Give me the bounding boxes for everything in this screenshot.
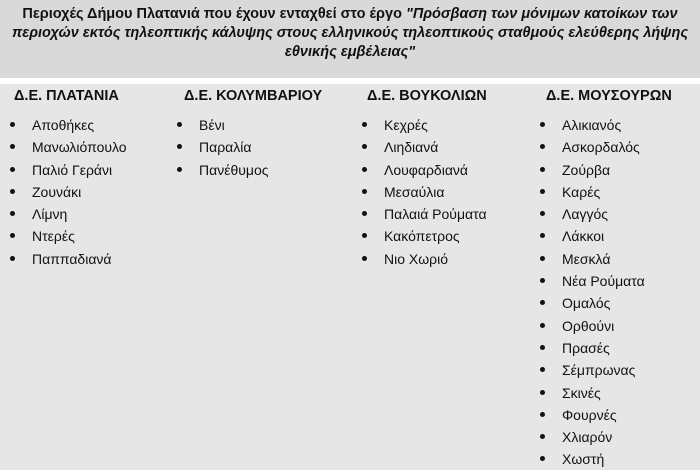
list-item: Λιηδιανά: [361, 138, 487, 160]
list-item: Ασκορδαλός: [539, 138, 645, 160]
column-title-platania: Δ.Ε. ΠΛΑΤΑΝΙΑ: [14, 88, 119, 104]
list-item: Λαγγός: [539, 205, 645, 227]
list-kolymvariou: [176, 116, 269, 183]
header-project-name: "Πρόσβαση των μόνιμων κατοίκων των περιοχών εκτός τηλεοπτικής κάλυψης στους ελληνικούς τηλεοπτικούς σταθμούς ελεύθερης λήψης εθνικής εμβέλειας": [11, 6, 689, 60]
list-item: Λουφαρδιανά: [361, 161, 487, 183]
list-item: Πανέθυμος: [176, 161, 269, 183]
list-item: Νιο Χωριό: [361, 250, 487, 272]
list-item: Φουρνές: [539, 406, 645, 428]
list-item: Αλικιανός: [539, 116, 645, 138]
list-item: Σκινές: [539, 384, 645, 406]
list-item: Παραλία: [176, 138, 269, 160]
list-item: Χωστή: [539, 450, 645, 472]
list-item: Ορθούνι: [539, 317, 645, 339]
list-platania: [9, 116, 127, 272]
list-item: Λάκκοι: [539, 227, 645, 249]
list-mousouron: [539, 116, 645, 473]
list-item: Παλαιά Ρούματα: [361, 205, 487, 227]
list-item: Μανωλιόπουλο: [9, 138, 127, 160]
list-item: Ντερές: [9, 227, 127, 249]
list-item: Λίμνη: [9, 205, 127, 227]
column-title-voukolion: Δ.Ε. ΒΟΥΚΟΛΙΩΝ: [367, 88, 487, 104]
list-item: Μεσαύλια: [361, 183, 487, 205]
list-item: Παππαδιανά: [9, 250, 127, 272]
column-title-mousouron: Δ.Ε. ΜΟΥΣΟΥΡΩΝ: [546, 88, 672, 104]
list-item: Χλιαρόν: [539, 428, 645, 450]
list-item: Καρές: [539, 183, 645, 205]
list-item: Μεσκλά: [539, 250, 645, 272]
list-item: Βένι: [176, 116, 269, 138]
list-item: Παλιό Γεράνι: [9, 161, 127, 183]
list-item: Ζουνάκι: [9, 183, 127, 205]
list-item: Νέα Ρούματα: [539, 272, 645, 294]
list-item: Σέμπρωνας: [539, 361, 645, 383]
header-title: Περιοχές Δήμου Πλατανιά που έχουν ενταχθεί στο έργο: [22, 6, 406, 22]
list-item: Κεχρές: [361, 116, 487, 138]
list-item: Ζούρβα: [539, 161, 645, 183]
page-header: [0, 0, 700, 78]
list-item: Πρασές: [539, 339, 645, 361]
list-voukolion: [361, 116, 487, 272]
list-item: Κακόπετρος: [361, 227, 487, 249]
list-item: Ομαλός: [539, 294, 645, 316]
column-title-kolymvariou: Δ.Ε. ΚΟΛΥΜΒΑΡΙΟΥ: [184, 88, 323, 104]
list-item: Αποθήκες: [9, 116, 127, 138]
